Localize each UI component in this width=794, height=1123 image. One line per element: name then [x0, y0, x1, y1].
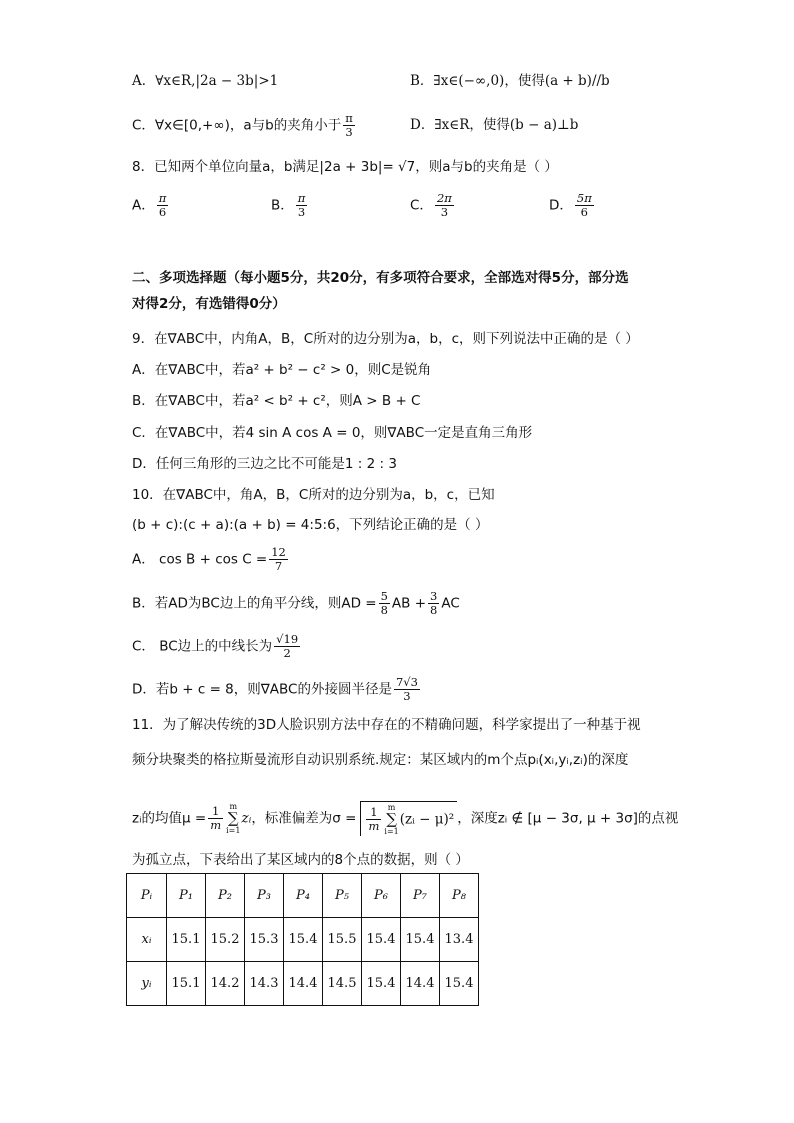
- q10-option-c-fraction: [274, 633, 300, 660]
- table-cell: 14.4: [284, 962, 323, 1006]
- q11-line1: 11．为了解决传统的3D人脸识别方法中存在的不精确问题，科学家提出了一种基于视: [132, 717, 641, 733]
- frac-den: 3: [297, 205, 306, 219]
- q11-mean-term: zᵢ: [241, 810, 252, 827]
- q11-sd-fraction: [366, 806, 381, 833]
- q8-option-d-fraction: [575, 192, 594, 219]
- frac-num: 3: [430, 589, 438, 603]
- q9-option-c: C．在∇ABC中，若4 sin A cos A = 0，则∇ABC一定是直角三角形: [132, 425, 533, 441]
- q10-option-d-text: D．若b + c = 8，则∇ABC的外接圆半径是: [132, 681, 392, 698]
- q10-condition: (b + c):(c + a):(a + b) = 4:5:6，下列结论正确的是（ ）: [132, 517, 489, 533]
- frac-num: π: [297, 191, 306, 205]
- frac-num: π: [158, 191, 167, 205]
- table-cell: 15.3: [245, 918, 284, 962]
- sum-upper-limit: m: [387, 803, 396, 812]
- sigma-glyph: ∑: [386, 810, 397, 828]
- sum-lower-limit: i=1: [384, 827, 399, 836]
- q9-option-a: A．在∇ABC中，若a² + b² − c² > 0，则C是锐角: [132, 362, 432, 378]
- table-cell: P₁: [167, 874, 206, 918]
- table-row: [127, 962, 479, 1006]
- sigma-glyph: ∑: [227, 809, 239, 827]
- table-cell: P₂: [206, 874, 245, 918]
- q10-option-b-end: AC: [441, 595, 460, 612]
- frac-num: 5: [380, 589, 388, 603]
- frac-den: 6: [158, 205, 167, 219]
- q8-option-c-fraction: [435, 192, 454, 219]
- q10-option-c: [132, 633, 302, 660]
- table-cell: yᵢ: [127, 962, 167, 1006]
- table-cell: 14.5: [323, 962, 362, 1006]
- table-row: [127, 918, 479, 962]
- table-cell: P₅: [323, 874, 362, 918]
- q10-option-a-text: A． cos B + cos C =: [132, 551, 268, 568]
- q11-mean-label: zᵢ的均值μ =: [132, 810, 207, 827]
- frac-num: √19: [276, 632, 299, 646]
- q11-sum-symbol: [226, 802, 240, 835]
- q10-stem: 10．在∇ABC中，角A，B，C所对的边分别为a，b，c，已知: [132, 487, 495, 503]
- q11-line2: 频分块聚类的格拉斯曼流形自动识别系统.规定：某区域内的m个点pᵢ(xᵢ,yᵢ,zᵢ)的深度: [132, 752, 629, 768]
- points-data-table: [126, 873, 479, 1006]
- q11-sd-sum-symbol: [384, 803, 398, 836]
- frac-den: m: [210, 818, 222, 832]
- table-cell: xᵢ: [127, 918, 167, 962]
- q7-option-b: B．∃x∈(−∞,0)，使得(a + b)//b: [410, 73, 610, 89]
- table-cell: 13.4: [440, 918, 479, 962]
- q11-mean-fraction: [208, 805, 223, 832]
- table-cell: P₈: [440, 874, 479, 918]
- q10-option-d: [132, 676, 422, 703]
- q7-option-c: [132, 112, 357, 139]
- frac-num: 12: [271, 545, 286, 559]
- q8-option-b-fraction: [296, 192, 308, 219]
- frac-num: π: [345, 111, 353, 125]
- q7-option-c-text: C．∀x∈[0,+∞)，a与b的夹角小于: [132, 117, 342, 134]
- frac-den: 3: [403, 689, 411, 703]
- q10-option-b-fraction1: [379, 590, 390, 617]
- table-cell: 15.4: [362, 918, 401, 962]
- section-2-heading-line2: 对得2分，有选错得0分）: [132, 296, 286, 312]
- q10-option-c-text: C． BC边上的中线长为: [132, 638, 273, 655]
- frac-den: m: [368, 819, 380, 833]
- q11-outlier-rule: ，深度zᵢ ∉ [μ − 3σ, μ + 3σ]的点视: [457, 810, 679, 827]
- q8-option-b: [271, 192, 309, 219]
- q11-sd-radical: [360, 801, 457, 836]
- frac-num: 1: [366, 806, 381, 820]
- q9-stem: 9．在∇ABC中，内角A，B，C所对的边分别为a，b，c，则下列说法中正确的是（ ）: [132, 331, 639, 347]
- q8-option-d: [549, 192, 596, 219]
- table-cell: 15.4: [284, 918, 323, 962]
- sum-upper-limit: m: [229, 802, 238, 811]
- table-header-row: [127, 874, 479, 918]
- table-cell: Pᵢ: [127, 874, 167, 918]
- frac-den: 3: [440, 205, 449, 219]
- table-cell: 15.1: [167, 918, 206, 962]
- frac-num: 5π: [576, 191, 592, 205]
- q8-stem: 8．已知两个单位向量a，b满足|2a + 3b|= √7，则a与b的夹角是（ ）: [132, 159, 558, 175]
- q11-line4: 为孤立点，下表给出了某区域内的8个点的数据，则（ ）: [132, 852, 469, 868]
- table-cell: P₆: [362, 874, 401, 918]
- frac-den: 8: [380, 603, 388, 617]
- table-cell: 15.2: [206, 918, 245, 962]
- q7-option-a: A．∀x∈R,|2a − 3b|>1: [132, 73, 279, 89]
- q10-option-b-mid: AB +: [391, 595, 427, 612]
- q10-option-d-fraction: [394, 676, 420, 703]
- q7-option-c-fraction: [343, 112, 355, 139]
- frac-den: 8: [430, 603, 438, 617]
- frac-num: 1: [208, 805, 223, 819]
- q9-option-d: D．任何三角形的三边之比不可能是1 : 2 : 3: [132, 456, 397, 472]
- sum-lower-limit: i=1: [226, 826, 241, 835]
- q8-option-c: [410, 192, 456, 219]
- table-cell: 14.2: [206, 962, 245, 1006]
- table-cell: 14.4: [401, 962, 440, 1006]
- q9-option-b: B．在∇ABC中，若a² < b² + c²，则A > B + C: [132, 393, 421, 409]
- q8-option-c-label: C．: [410, 197, 433, 214]
- q11-sd-label: ，标准偏差为σ =: [251, 810, 357, 827]
- table-cell: 15.5: [323, 918, 362, 962]
- table-cell: 15.1: [167, 962, 206, 1006]
- q11-sd-term: (zᵢ − μ)²: [399, 811, 455, 828]
- q10-option-a: [132, 546, 290, 573]
- frac-num: 2π: [436, 191, 452, 205]
- frac-num: 7√3: [395, 675, 418, 689]
- q10-option-b-text: B．若AD为BC边上的角平分线，则AD =: [132, 595, 377, 612]
- frac-den: 3: [345, 125, 353, 139]
- q11-line3: [132, 801, 678, 836]
- frac-den: 7: [274, 559, 283, 573]
- section-2-heading-line1: 二、多项选择题（每小题5分，共20分，有多项符合要求，全部选对得5分，部分选: [132, 270, 629, 286]
- table-cell: 15.4: [362, 962, 401, 1006]
- table-cell: 15.4: [440, 962, 479, 1006]
- table-cell: 15.4: [401, 918, 440, 962]
- q8-option-b-label: B．: [271, 197, 294, 214]
- q8-option-d-label: D．: [549, 197, 573, 214]
- table-cell: P₃: [245, 874, 284, 918]
- table-cell: P₇: [401, 874, 440, 918]
- frac-den: 2: [283, 646, 291, 660]
- q8-option-a-fraction: [157, 192, 169, 219]
- q10-option-a-fraction: [269, 546, 288, 573]
- table-cell: P₄: [284, 874, 323, 918]
- q7-option-d: D．∃x∈R，使得(b − a)⊥b: [410, 117, 579, 133]
- table-cell: 14.3: [245, 962, 284, 1006]
- q10-option-b: [132, 590, 460, 617]
- q8-option-a-label: A．: [132, 197, 155, 214]
- q10-option-b-fraction2: [428, 590, 439, 617]
- q8-option-a: [132, 192, 170, 219]
- frac-den: 6: [580, 205, 588, 219]
